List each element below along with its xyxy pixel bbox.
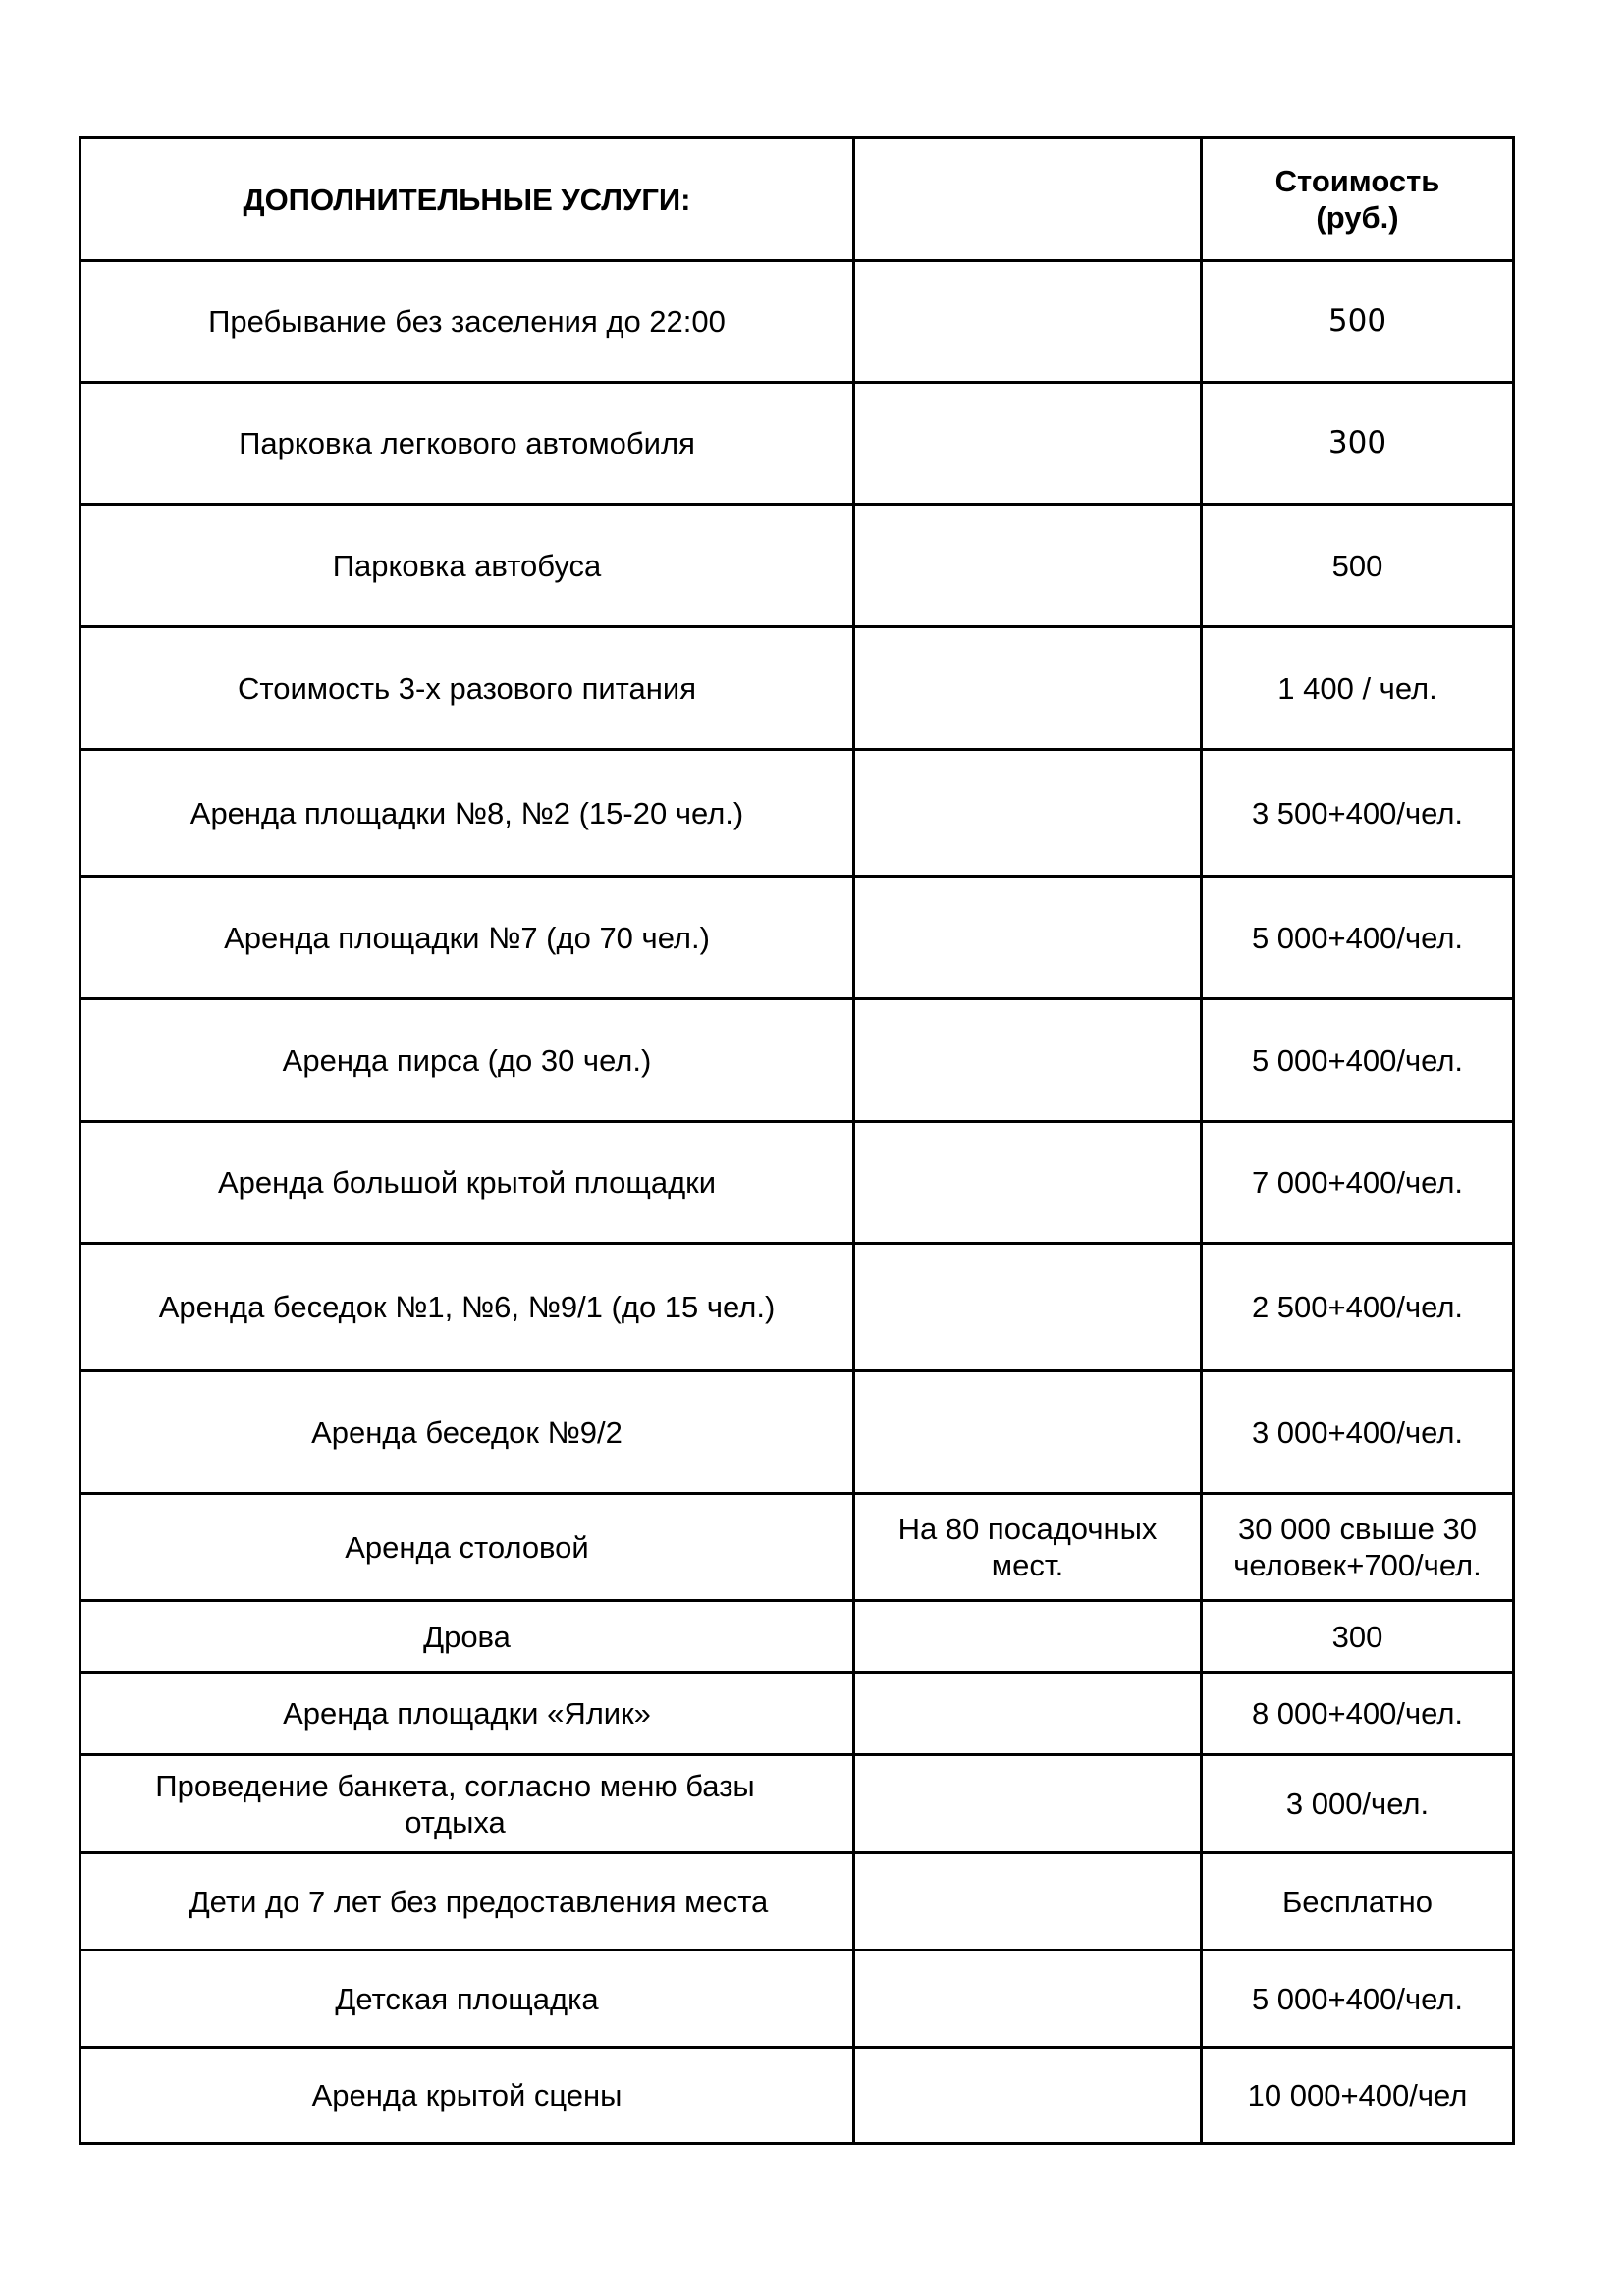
table-row xyxy=(81,1950,1514,2048)
service-name: Стоимость 3-х разового питания xyxy=(81,627,854,750)
service-note xyxy=(854,505,1202,627)
header-services: ДОПОЛНИТЕЛЬНЫЕ УСЛУГИ: xyxy=(81,138,854,261)
table-row xyxy=(81,261,1514,383)
table-row xyxy=(81,1122,1514,1244)
service-name: Аренда площадки №8, №2 (15-20 чел.) xyxy=(81,750,854,877)
service-name xyxy=(81,1755,854,1853)
service-price: 3 500+400/чел. xyxy=(1202,750,1514,877)
service-name-line2: отдыха xyxy=(405,1804,506,1840)
service-note xyxy=(854,1950,1202,2048)
service-name: Аренда крытой сцены xyxy=(81,2048,854,2144)
service-name: Пребывание без заселения до 22:00 xyxy=(81,261,854,383)
service-note xyxy=(854,2048,1202,2144)
service-price xyxy=(1202,1494,1514,1601)
service-note xyxy=(854,877,1202,999)
service-name: Аренда беседок №9/2 xyxy=(81,1371,854,1494)
table-row xyxy=(81,877,1514,999)
service-note xyxy=(854,1371,1202,1494)
service-name: Аренда беседок №1, №6, №9/1 (до 15 чел.) xyxy=(81,1244,854,1371)
service-price: 8 000+400/чел. xyxy=(1202,1673,1514,1755)
service-note xyxy=(854,750,1202,877)
service-price: 3 000/чел. xyxy=(1202,1755,1514,1853)
service-name: Парковка автобуса xyxy=(81,505,854,627)
service-price-line2: человек+700/чел. xyxy=(1233,1548,1482,1582)
service-note xyxy=(854,383,1202,505)
service-note-line2: мест. xyxy=(991,1548,1064,1582)
service-note xyxy=(854,261,1202,383)
service-price: 5 000+400/чел. xyxy=(1202,877,1514,999)
service-price: 2 500+400/чел. xyxy=(1202,1244,1514,1371)
service-note xyxy=(854,1601,1202,1673)
service-price: 500 xyxy=(1202,505,1514,627)
service-price: 3 000+400/чел. xyxy=(1202,1371,1514,1494)
service-name: Аренда площадки №7 (до 70 чел.) xyxy=(81,877,854,999)
table-row xyxy=(81,1853,1514,1950)
service-note xyxy=(854,1244,1202,1371)
header-price xyxy=(1202,138,1514,261)
table-row xyxy=(81,383,1514,505)
header-note xyxy=(854,138,1202,261)
header-price-line2: (руб.) xyxy=(1316,200,1399,235)
service-name: Дети до 7 лет без предоставления места xyxy=(81,1853,854,1950)
service-price: 300 xyxy=(1202,1601,1514,1673)
service-note xyxy=(854,1673,1202,1755)
table-row xyxy=(81,2048,1514,2144)
service-price: 10 000+400/чел xyxy=(1202,2048,1514,2144)
service-note xyxy=(854,1853,1202,1950)
table-row xyxy=(81,1244,1514,1371)
service-note-line1: На 80 посадочных xyxy=(897,1512,1158,1546)
service-price: Бесплатно xyxy=(1202,1853,1514,1950)
table-row xyxy=(81,627,1514,750)
service-price: 5 000+400/чел. xyxy=(1202,1950,1514,2048)
table-row xyxy=(81,750,1514,877)
service-name: Аренда площадки «Ялик» xyxy=(81,1673,854,1755)
service-note xyxy=(854,999,1202,1122)
service-price: 300 xyxy=(1202,383,1514,505)
service-name-line1: Проведение банкета, согласно меню базы xyxy=(155,1768,755,1803)
table-header-row xyxy=(81,138,1514,261)
service-note xyxy=(854,1755,1202,1853)
services-price-table xyxy=(79,136,1515,2145)
table-row xyxy=(81,1494,1514,1601)
service-name: Аренда большой крытой площадки xyxy=(81,1122,854,1244)
service-price: 1 400 / чел. xyxy=(1202,627,1514,750)
table-row xyxy=(81,1371,1514,1494)
table-row xyxy=(81,1673,1514,1755)
header-price-line1: Стоимость xyxy=(1274,164,1440,198)
table-row xyxy=(81,505,1514,627)
service-note xyxy=(854,627,1202,750)
service-price: 7 000+400/чел. xyxy=(1202,1122,1514,1244)
table-row xyxy=(81,1601,1514,1673)
service-name: Детская площадка xyxy=(81,1950,854,2048)
table-row xyxy=(81,1755,1514,1853)
service-note xyxy=(854,1494,1202,1601)
service-name: Парковка легкового автомобиля xyxy=(81,383,854,505)
service-name: Аренда пирса (до 30 чел.) xyxy=(81,999,854,1122)
service-name: Дрова xyxy=(81,1601,854,1673)
service-name: Аренда столовой xyxy=(81,1494,854,1601)
table-row xyxy=(81,999,1514,1122)
service-price: 5 000+400/чел. xyxy=(1202,999,1514,1122)
service-note xyxy=(854,1122,1202,1244)
service-price: 500 xyxy=(1202,261,1514,383)
service-price-line1: 30 000 свыше 30 xyxy=(1238,1512,1477,1546)
